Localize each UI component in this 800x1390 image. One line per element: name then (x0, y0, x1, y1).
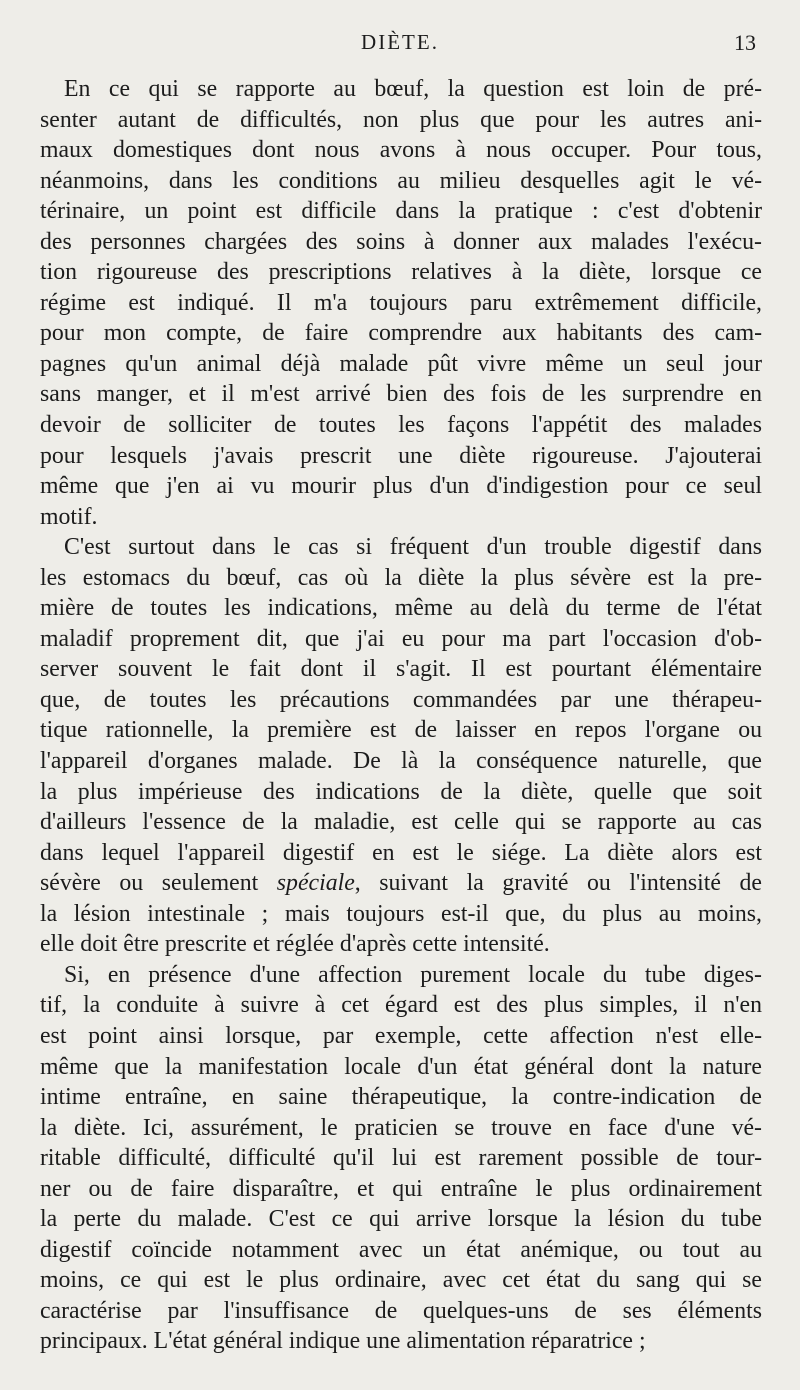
text-line: d'ailleurs l'essence de la maladie, est celle qui se rapporte au cas (40, 809, 762, 836)
text-line: devoir de solliciter de toutes les façons l'appétit des malades (40, 412, 762, 439)
text-line: caractérise par l'insuffisance de quelques-uns de ses éléments (40, 1297, 762, 1324)
text-line: tif, la conduite à suivre à cet égard est des plus simples, il n'en (40, 992, 762, 1019)
text-line: la plus impérieuse des indications de la diète, quelle que soit (40, 778, 762, 805)
text-line: server souvent le fait dont il s'agit. Il est pourtant élémentaire (40, 656, 762, 683)
text-line: maladif proprement dit, que j'ai eu pour ma part l'occasion d'ob- (40, 625, 762, 652)
text-line: régime est indiqué. Il m'a toujours paru extrêmement difficile, (40, 289, 762, 316)
text-line: maux domestiques dont nous avons à nous occuper. Pour tous, (40, 137, 762, 164)
text-line: dans lequel l'appareil digestif en est le siége. La diète alors est (40, 839, 762, 866)
text-line: que, de toutes les précautions commandées par une thérapeu- (40, 686, 762, 713)
text-line: digestif coïncide notamment avec un état anémique, ou tout au (40, 1236, 762, 1263)
text-line: même que j'en ai vu mourir plus d'un d'indigestion pour ce seul (40, 473, 762, 500)
italic-text: spéciale (276, 870, 355, 897)
text-line: est point ainsi lorsque, par exemple, cette affection n'est elle- (40, 1022, 762, 1049)
text-line: Si, en présence d'une affection purement locale du tube diges- (64, 961, 762, 988)
text-line: mière de toutes les indications, même au delà du terme de l'état (40, 595, 762, 622)
page-header (0, 30, 800, 60)
paragraph (40, 74, 762, 532)
text-line: sévère ou seulement spéciale, suivant la gravité ou l'intensité de (40, 870, 762, 897)
text-line: pour lesquels j'avais prescrit une diète rigoureuse. J'ajouterai (40, 442, 762, 469)
text-line: intime entraîne, en saine thérapeutique, la contre-indication de (40, 1084, 762, 1111)
page-number: 13 (734, 30, 756, 55)
text-line: elle doit être prescrite et réglée d'après cette intensité. (40, 931, 550, 958)
running-title: DIÈTE. (361, 30, 439, 54)
text-line: moins, ce qui est le plus ordinaire, avec cet état du sang qui se (40, 1267, 762, 1294)
text-line: la lésion intestinale ; mais toujours est-il que, du plus au moins, (40, 900, 762, 927)
text-line: sans manger, et il m'est arrivé bien des fois de les surprendre en (40, 381, 762, 408)
text-line: principaux. L'état général indique une alimentation réparatrice ; (40, 1328, 646, 1355)
text-line: térinaire, un point est difficile dans la pratique : c'est d'obtenir (40, 198, 762, 225)
paragraph (40, 532, 762, 960)
text-line: motif. (40, 503, 98, 530)
text-line: la diète. Ici, assurément, le praticien se trouve en face d'une vé- (40, 1114, 762, 1141)
text-line: même que la manifestation locale d'un état général dont la nature (40, 1053, 762, 1080)
text-line: C'est surtout dans le cas si fréquent d'un trouble digestif dans (64, 534, 762, 561)
text-line: tion rigoureuse des prescriptions relatives à la diète, lorsque ce (40, 259, 762, 286)
text-line: néanmoins, dans les conditions au milieu desquelles agit le vé- (40, 167, 762, 194)
text-line: l'appareil d'organes malade. De là la conséquence naturelle, que (40, 748, 762, 775)
text-line: la perte du malade. C'est ce qui arrive lorsque la lésion du tube (40, 1206, 762, 1233)
body-text (40, 74, 762, 1357)
text-line: senter autant de difficultés, non plus que pour les autres ani- (40, 106, 762, 133)
text-line: tique rationnelle, la première est de laisser en repos l'organe ou (40, 717, 762, 744)
text-line: les estomacs du bœuf, cas où la diète la plus sévère est la pre- (40, 564, 762, 591)
paragraph (40, 960, 762, 1357)
text-line: En ce qui se rapporte au bœuf, la question est loin de pré- (64, 76, 762, 102)
text-line: des personnes chargées des soins à donner aux malades l'exécu- (40, 228, 762, 255)
text-line: pour mon compte, de faire comprendre aux habitants des cam- (40, 320, 762, 347)
text-line: ner ou de faire disparaître, et qui entraîne le plus ordinairement (40, 1175, 762, 1202)
text-line: ritable difficulté, difficulté qu'il lui est rarement possible de tour- (40, 1145, 762, 1172)
text-line: pagnes qu'un animal déjà malade pût vivre même un seul jour (40, 350, 762, 377)
